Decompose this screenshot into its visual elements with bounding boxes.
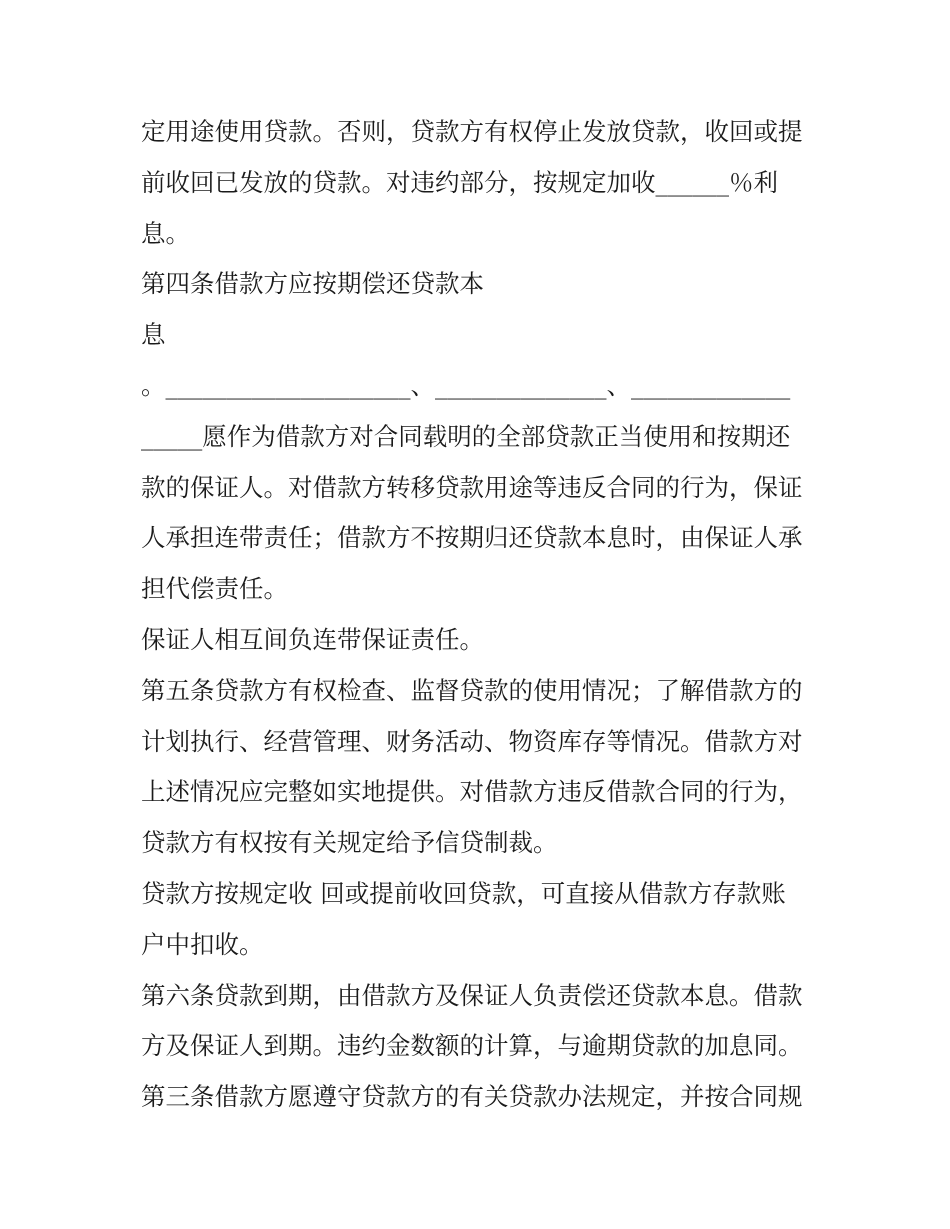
text-line: 定用途使用贷款。否则，贷款方有权停止发放贷款，收回或提 <box>141 117 803 146</box>
text-line: 第五条贷款方有权检查、监督贷款的使用情况；了解借款方的 <box>141 675 803 705</box>
text-line: 上述情况应完整如实地提供。对借款方违反借款合同的行为， <box>141 777 803 807</box>
text-line: 贷款方有权按有关规定给予信贷制裁。 <box>141 828 558 858</box>
text-line: 担代偿责任。 <box>141 574 288 604</box>
text-line: 人承担连带责任；借款方不按期归还贷款本息时，由保证人承 <box>141 523 803 553</box>
text-line: 第六条贷款到期，由借款方及保证人负责偿还贷款本息。借款 <box>141 980 803 1010</box>
text-line: 户中扣收。 <box>141 929 264 959</box>
text-line: 款的保证人。对借款方转移贷款用途等违反合同的行为，保证 <box>141 472 803 502</box>
text-line: 前收回已发放的贷款。对违约部分，按规定加收______％利 <box>141 167 778 197</box>
text-line: 。____________________、______________、_____________ <box>141 370 791 400</box>
text-line: 方及保证人到期。违约金数额的计算，与逾期贷款的加息同。 <box>141 1031 803 1061</box>
contract-text <box>141 107 821 1123</box>
text-line: 第四条借款方应按期偿还贷款本 <box>141 269 484 299</box>
text-line: 计划执行、经营管理、财务活动、物资库存等情况。借款方对 <box>141 726 803 756</box>
text-line: 保证人相互间负连带保证责任。 <box>141 624 484 654</box>
text-line: _____愿作为借款方对合同载明的全部贷款正当使用和按期还 <box>141 421 791 451</box>
text-line: 贷款方按规定收 回或提前收回贷款，可直接从借款方存款账 <box>141 878 786 908</box>
text-line: 第三条借款方愿遵守贷款方的有关贷款办法规定，并按合同规 <box>141 1082 803 1112</box>
text-line: 息。 <box>141 218 190 248</box>
text-line: 息 <box>141 320 166 350</box>
